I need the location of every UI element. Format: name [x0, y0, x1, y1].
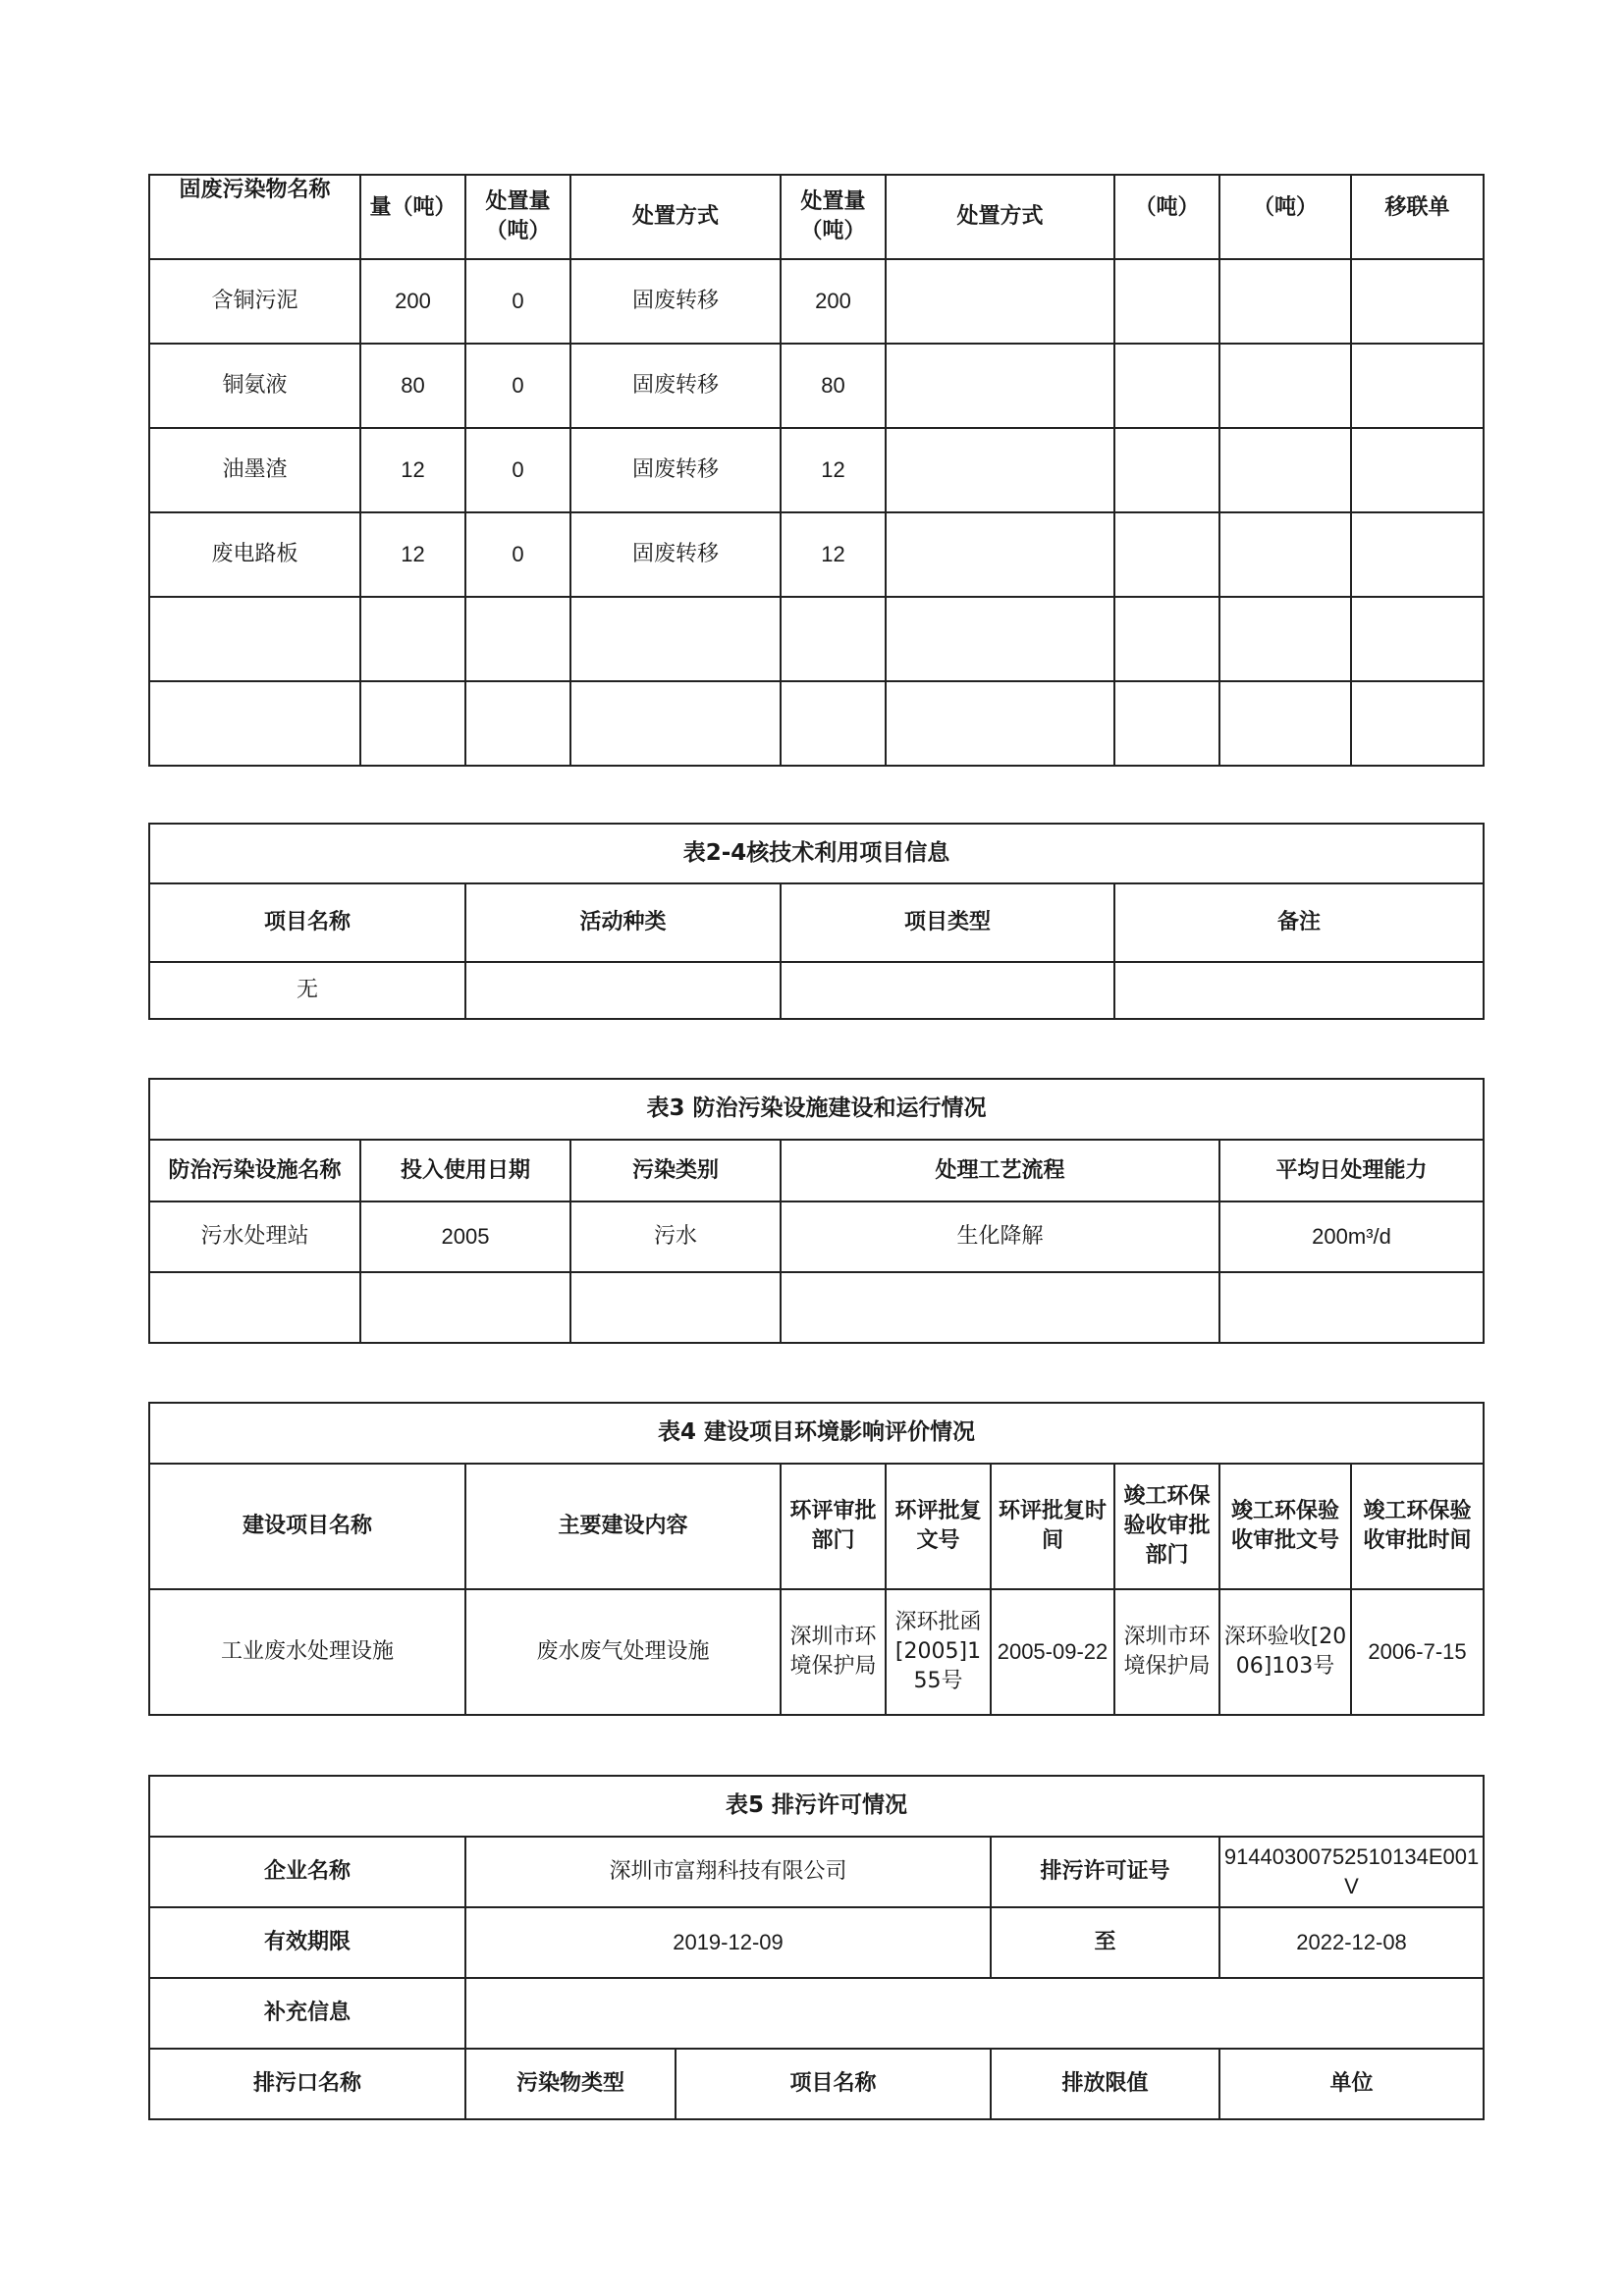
- empty-cell: [886, 597, 1114, 681]
- acceptance-date: 2006-7-15: [1351, 1589, 1484, 1715]
- empty-cell: [886, 681, 1114, 766]
- header-project-name: 项目名称: [149, 883, 465, 962]
- empty-cell: [1114, 428, 1219, 512]
- empty-cell: [570, 1272, 781, 1343]
- col-7: （吨）: [1114, 175, 1219, 259]
- empty-cell: [1114, 344, 1219, 428]
- table-row: [149, 344, 1484, 428]
- col-8: （吨）: [1219, 175, 1351, 259]
- valid-to: 2022-12-08: [1219, 1907, 1484, 1978]
- eia-doc: 深环批函[2005]155号: [886, 1589, 991, 1715]
- header-pollution-type: 污染类别: [570, 1140, 781, 1201]
- quantity: 80: [360, 344, 465, 428]
- table-title: 表5 排污许可情况: [149, 1776, 1484, 1837]
- quantity: 12: [360, 428, 465, 512]
- eia-date: 2005-09-22: [991, 1589, 1114, 1715]
- table-row: [149, 512, 1484, 597]
- header-facility-name: 防治污染设施名称: [149, 1140, 360, 1201]
- solid-waste-table: [148, 174, 1485, 767]
- permit-number: 91440300752510134E001V: [1219, 1837, 1484, 1907]
- start-date: 2005: [360, 1201, 570, 1272]
- empty-cell: [360, 1272, 570, 1343]
- company-name: 深圳市富翔科技有限公司: [465, 1837, 991, 1907]
- empty-cell: [1219, 259, 1351, 344]
- header-unit: 单位: [1219, 2049, 1484, 2119]
- header-capacity: 平均日处理能力: [1219, 1140, 1484, 1201]
- table-title: 表2-4核技术利用项目信息: [149, 824, 1484, 883]
- empty-cell: [1114, 681, 1219, 766]
- table-row: [149, 597, 1484, 681]
- waste-name: 油墨渣: [149, 428, 360, 512]
- empty-cell: [465, 597, 570, 681]
- col-quantity: 量（吨）: [360, 175, 465, 259]
- remarks: [1114, 962, 1484, 1019]
- discharge-permit-table: [148, 1775, 1485, 2120]
- main-content: 废水废气处理设施: [465, 1589, 781, 1715]
- extra-info: [465, 1978, 1484, 2049]
- waste-name: 含铜污泥: [149, 259, 360, 344]
- header-main-content: 主要建设内容: [465, 1464, 781, 1589]
- dispose-qty-2: 12: [781, 428, 886, 512]
- header-eia-doc: 环评批复文号: [886, 1464, 991, 1589]
- empty-cell: [781, 597, 886, 681]
- project-name: 工业废水处理设施: [149, 1589, 465, 1715]
- empty-cell: [1219, 597, 1351, 681]
- dispose-qty-1: 0: [465, 512, 570, 597]
- empty-cell: [570, 597, 781, 681]
- empty-cell: [149, 597, 360, 681]
- quantity: 12: [360, 512, 465, 597]
- dispose-qty-1: 0: [465, 428, 570, 512]
- empty-cell: [570, 681, 781, 766]
- table-row: [149, 681, 1484, 766]
- empty-cell: [1351, 259, 1484, 344]
- table-row: [149, 1272, 1484, 1343]
- table-title: 表3 防治污染设施建设和运行情况: [149, 1079, 1484, 1140]
- pollution-type: 污水: [570, 1201, 781, 1272]
- col-dispose-method-1: 处置方式: [570, 175, 781, 259]
- pollution-facility-table: [148, 1078, 1485, 1344]
- acceptance-doc: 深环验收[2006]103号: [1219, 1589, 1351, 1715]
- empty-cell: [149, 681, 360, 766]
- empty-cell: [1219, 1272, 1484, 1343]
- valid-label: 有效期限: [149, 1907, 465, 1978]
- empty-cell: [1351, 597, 1484, 681]
- table-title: 表4 建设项目环境影响评价情况: [149, 1403, 1484, 1464]
- empty-cell: [1219, 512, 1351, 597]
- dispose-qty-1: 0: [465, 259, 570, 344]
- extra-label: 补充信息: [149, 1978, 465, 2049]
- project-name: 无: [149, 962, 465, 1019]
- process: 生化降解: [781, 1201, 1219, 1272]
- empty-cell: [1114, 259, 1219, 344]
- to-label: 至: [991, 1907, 1219, 1978]
- header-project-type: 项目类型: [781, 883, 1114, 962]
- header-start-date: 投入使用日期: [360, 1140, 570, 1201]
- empty-cell: [360, 597, 465, 681]
- empty-cell: [360, 681, 465, 766]
- empty-cell: [465, 681, 570, 766]
- company-label: 企业名称: [149, 1837, 465, 1907]
- table-row: [149, 962, 1484, 1019]
- dispose-qty-1: 0: [465, 344, 570, 428]
- empty-cell: [1219, 428, 1351, 512]
- empty-cell: [781, 681, 886, 766]
- header-project-name: 建设项目名称: [149, 1464, 465, 1589]
- col-9: 移联单: [1351, 175, 1484, 259]
- header-acceptance-date: 竣工环保验收审批时间: [1351, 1464, 1484, 1589]
- project-type: [781, 962, 1114, 1019]
- header-eia-dept: 环评审批部门: [781, 1464, 886, 1589]
- activity-type: [465, 962, 781, 1019]
- nuclear-tech-table: [148, 823, 1485, 1020]
- header-activity-type: 活动种类: [465, 883, 781, 962]
- dispose-method-1: 固废转移: [570, 428, 781, 512]
- header-acceptance-dept: 竣工环保验收审批部门: [1114, 1464, 1219, 1589]
- eia-table: [148, 1402, 1485, 1716]
- permit-label: 排污许可证号: [991, 1837, 1219, 1907]
- empty-cell: [1351, 681, 1484, 766]
- dispose-qty-2: 80: [781, 344, 886, 428]
- empty-cell: [1351, 512, 1484, 597]
- empty-cell: [1114, 512, 1219, 597]
- table-row: [149, 259, 1484, 344]
- header-limit: 排放限值: [991, 2049, 1219, 2119]
- empty-cell: [886, 344, 1114, 428]
- empty-cell: [886, 259, 1114, 344]
- table-row: [149, 1201, 1484, 1272]
- dispose-method-1: 固废转移: [570, 344, 781, 428]
- eia-dept: 深圳市环境保护局: [781, 1589, 886, 1715]
- col-dispose-qty-1: 处置量 （吨）: [465, 175, 570, 259]
- header-acceptance-doc: 竣工环保验收审批文号: [1219, 1464, 1351, 1589]
- empty-cell: [1219, 681, 1351, 766]
- capacity: 200m³/d: [1219, 1201, 1484, 1272]
- header-outlet-name: 排污口名称: [149, 2049, 465, 2119]
- col-waste-name: 固废污染物名称: [149, 175, 360, 259]
- quantity: 200: [360, 259, 465, 344]
- table-row: [149, 1589, 1484, 1715]
- header-item-name: 项目名称: [676, 2049, 991, 2119]
- table-row: [149, 428, 1484, 512]
- empty-cell: [1219, 344, 1351, 428]
- empty-cell: [886, 428, 1114, 512]
- header-process: 处理工艺流程: [781, 1140, 1219, 1201]
- waste-name: 废电路板: [149, 512, 360, 597]
- dispose-qty-2: 200: [781, 259, 886, 344]
- waste-name: 铜氨液: [149, 344, 360, 428]
- empty-cell: [1351, 344, 1484, 428]
- dispose-method-1: 固废转移: [570, 512, 781, 597]
- empty-cell: [149, 1272, 360, 1343]
- empty-cell: [1114, 597, 1219, 681]
- facility-name: 污水处理站: [149, 1201, 360, 1272]
- col-dispose-method-2: 处置方式: [886, 175, 1114, 259]
- acceptance-dept: 深圳市环境保护局: [1114, 1589, 1219, 1715]
- header-remarks: 备注: [1114, 883, 1484, 962]
- dispose-qty-2: 12: [781, 512, 886, 597]
- empty-cell: [886, 512, 1114, 597]
- dispose-method-1: 固废转移: [570, 259, 781, 344]
- col-dispose-qty-2: 处置量 （吨）: [781, 175, 886, 259]
- empty-cell: [781, 1272, 1219, 1343]
- header-pollutant-type: 污染物类型: [465, 2049, 676, 2119]
- empty-cell: [1351, 428, 1484, 512]
- header-eia-date: 环评批复时间: [991, 1464, 1114, 1589]
- valid-from: 2019-12-09: [465, 1907, 991, 1978]
